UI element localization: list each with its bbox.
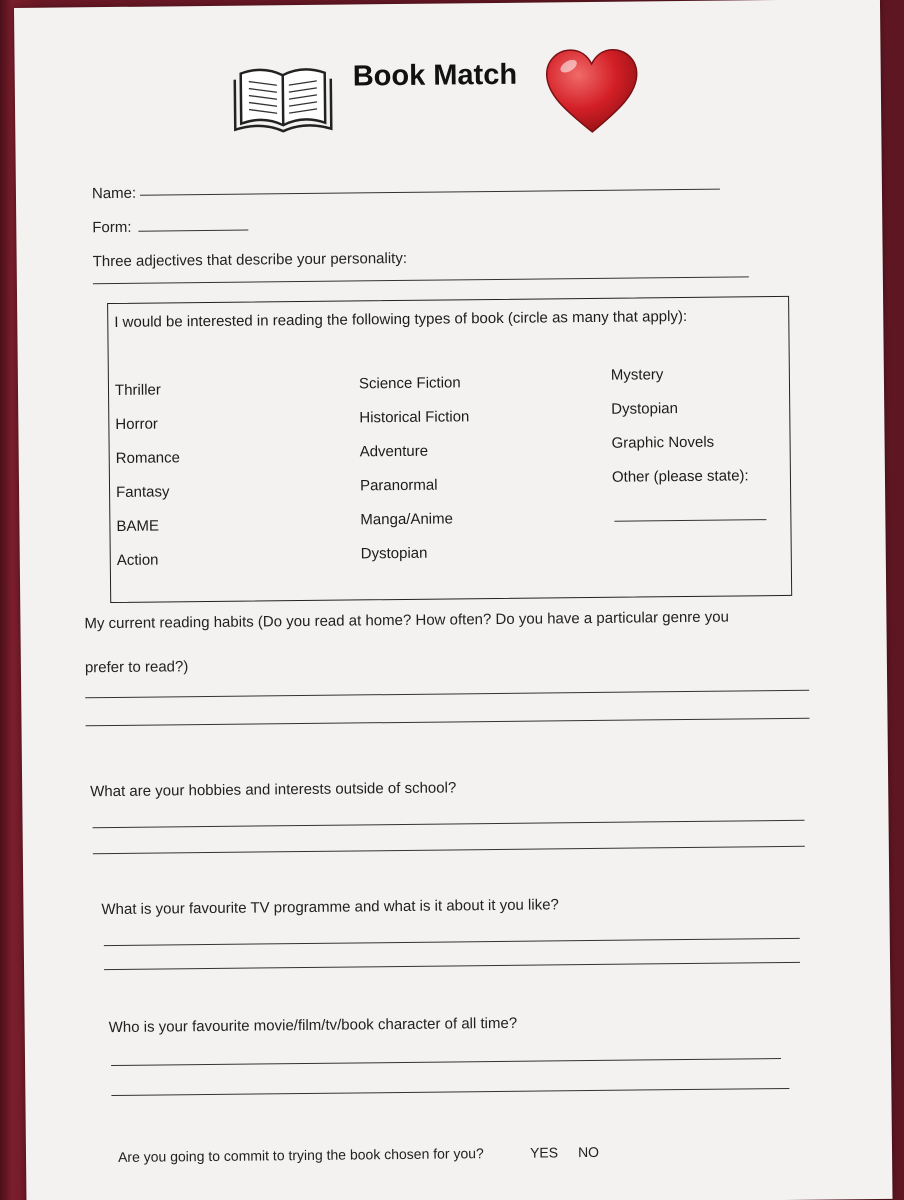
- hobbies-answer-line[interactable]: [93, 846, 805, 854]
- form-field[interactable]: [138, 230, 248, 232]
- genre-intro: I would be interested in reading the following types of book (circle as many that apply):: [114, 307, 688, 331]
- tv-answer-line[interactable]: [104, 962, 800, 970]
- genre-option[interactable]: Thriller: [114, 381, 161, 399]
- character-answer-line[interactable]: [111, 1058, 781, 1066]
- genre-option[interactable]: Science Fiction: [358, 374, 461, 393]
- genre-option[interactable]: Other (please state):: [611, 467, 749, 486]
- genre-option[interactable]: Manga/Anime: [360, 510, 454, 529]
- heart-icon: [544, 47, 639, 134]
- hobbies-question: What are your hobbies and interests outside of school?: [90, 779, 457, 801]
- habits-question-line1: My current reading habits (Do you read at home? How often? Do you have a particular genre you: [84, 608, 730, 633]
- genre-selection-box: [107, 296, 792, 603]
- genre-option[interactable]: Mystery: [610, 366, 664, 384]
- page-title: Book Match: [352, 58, 518, 93]
- genre-option[interactable]: Romance: [115, 449, 181, 467]
- commit-question: Are you going to commit to trying the book chosen for you?: [117, 1145, 484, 1165]
- genre-option[interactable]: Graphic Novels: [611, 433, 715, 452]
- name-label: Name:: [91, 184, 137, 203]
- form-sheet: [14, 0, 893, 1200]
- genre-option[interactable]: Dystopian: [360, 544, 428, 563]
- open-book-icon: [233, 61, 334, 136]
- habits-answer-line[interactable]: [86, 718, 810, 727]
- tv-question: What is your favourite TV programme and what is it about it you like?: [101, 896, 559, 919]
- genre-column-3: [611, 357, 749, 494]
- character-answer-line[interactable]: [111, 1088, 789, 1096]
- genre-option[interactable]: Action: [116, 551, 159, 569]
- habits-answer-line[interactable]: [85, 690, 809, 699]
- genre-option[interactable]: BAME: [116, 517, 160, 535]
- genre-option[interactable]: Dystopian: [611, 400, 679, 418]
- genre-column-2: [359, 366, 471, 571]
- adjectives-field[interactable]: [93, 276, 749, 284]
- tv-answer-line[interactable]: [104, 938, 800, 946]
- other-genre-field[interactable]: [614, 519, 766, 522]
- name-field[interactable]: [140, 189, 720, 196]
- genre-option[interactable]: Fantasy: [115, 483, 170, 501]
- genre-option[interactable]: Paranormal: [359, 476, 438, 495]
- form-label: Form:: [92, 218, 132, 237]
- hobbies-answer-line[interactable]: [93, 820, 805, 828]
- genre-option[interactable]: Adventure: [359, 442, 429, 461]
- habits-question-line2: prefer to read?): [84, 658, 189, 677]
- character-question: Who is your favourite movie/film/tv/book character of all time?: [108, 1014, 518, 1037]
- yes-option[interactable]: YES: [529, 1144, 559, 1161]
- genre-option[interactable]: Horror: [115, 415, 158, 433]
- genre-option[interactable]: Historical Fiction: [359, 408, 470, 427]
- no-option[interactable]: NO: [577, 1143, 600, 1161]
- adjectives-label: Three adjectives that describe your personality:: [92, 249, 408, 271]
- genre-column-1: [115, 373, 181, 578]
